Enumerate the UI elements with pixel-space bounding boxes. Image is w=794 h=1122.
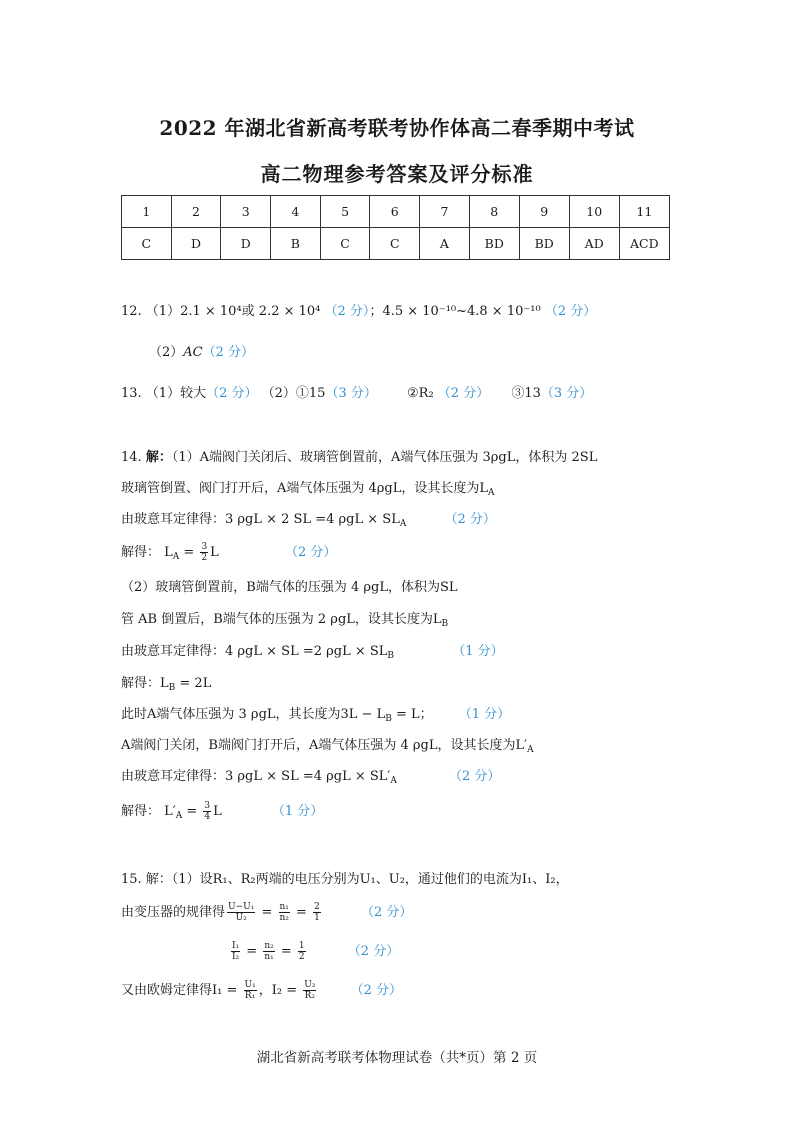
- q14-line-1: 14. 解：（1）A端阀门关闭后、玻璃管倒置前，A端气体压强为 3ρgL，体积为 2SL: [121, 450, 598, 465]
- question-number-cell: 1: [122, 196, 172, 228]
- answer-cell: D: [171, 228, 221, 260]
- q14-line-9: 此时A端气体压强为 3 ρgL，其长度为$3L - L_B = L$； （1 分）: [121, 707, 511, 724]
- score: （2 分）: [360, 905, 413, 920]
- score: （2 分）: [449, 769, 501, 784]
- document-title: 2022 年湖北省新高考联考协作体高二春季期中考试: [159, 116, 635, 140]
- score: （2 分）: [284, 545, 337, 560]
- q15-line-3: $\frac{\text{I₁}}{\text{I₂}}$ = $\frac{\text{n₂}}{\text{n₁}}$ = $\frac{1}{2}$ （2 分）: [232, 941, 400, 962]
- q14-line-6: 管 AB 倒置后，B端气体的压强为 2 ρgL，设其长度为$L_B$: [121, 612, 449, 629]
- score: （2 分）: [324, 304, 370, 319]
- score: （1 分）: [271, 804, 324, 819]
- answer-cell: BD: [469, 228, 519, 260]
- question-number-cell: 7: [420, 196, 470, 228]
- fraction: $\frac{\text{n₂}}{\text{n₁}}$: [264, 941, 274, 962]
- fraction: $\frac{\text{U−U₁}}{\text{U₂}}$: [228, 902, 255, 923]
- q14-line-10: A端阀门关闭，B端阀门打开后，A端气体压强为 4 ρgL，设其长度为$L'_A$: [121, 738, 534, 755]
- score: （1 分）: [452, 644, 504, 659]
- question-number-cell: 5: [320, 196, 370, 228]
- q14-line-11: 由玻意耳定律得：3 ρgL × SL =4 $\rho gL \times SL'_A$ （2 分）: [121, 769, 501, 786]
- answer-cell: ACD: [619, 228, 669, 260]
- q12-part1: 12. （1）2.1 × 10⁴或 2.2 × 10⁴ （2 分）；4.5 × 10⁻¹⁰~4.8 × 10⁻¹⁰ （2 分）: [121, 304, 597, 319]
- fraction: $\frac{\text{U₂}}{\text{R₂}}$: [304, 980, 316, 1001]
- answer-cell: B: [271, 228, 321, 260]
- score: （3 分）: [540, 386, 593, 401]
- answer-cell: C: [370, 228, 420, 260]
- answer-cell: BD: [519, 228, 569, 260]
- question-number-cell: 2: [171, 196, 221, 228]
- answer-table-number-row: [122, 196, 670, 228]
- q15-line-2: 由变压器的规律得 $\frac{\text{U−U₁}}{\text{U₂}}$ = $\frac{\text{n₁}}{\text{n₂}}$ = $\frac{2}{1}$ （2 分）: [121, 902, 413, 923]
- score: （1 分）: [458, 707, 511, 722]
- q14-line-2: 玻璃管倒置、阀门打开后，A端气体压强为 4ρgL，设其长度为$L_A$: [121, 481, 495, 498]
- fraction: $\frac{3}{4}$: [204, 801, 211, 822]
- fraction: $\frac{\text{n₁}}{\text{n₂}}$: [279, 902, 289, 923]
- question-number-cell: 6: [370, 196, 420, 228]
- question-number-cell: 11: [619, 196, 669, 228]
- fraction: $\frac{1}{2}$: [298, 941, 305, 962]
- question-number-cell: 3: [221, 196, 271, 228]
- answer-cell: C: [122, 228, 172, 260]
- q14-line-7: 由玻意耳定律得：4 ρgL × SL =2 $\rho gL \times SL_B$ （1 分）: [121, 644, 504, 661]
- fraction: $\frac{2}{1}$: [314, 902, 320, 923]
- question-number-cell: 4: [271, 196, 321, 228]
- q14-line-3: 由玻意耳定律得：3 ρgL × 2 SL =4 $\rho gL \times SL_A$ （2 分）: [121, 512, 496, 529]
- question-number-cell: 8: [469, 196, 519, 228]
- answer-cell: AD: [569, 228, 619, 260]
- score: （3 分）: [325, 386, 377, 401]
- fraction: $\frac{\text{U₁}}{\text{R₁}}$: [244, 980, 256, 1001]
- score: （2 分）: [350, 983, 402, 998]
- q14-line-4: 解得： $L_A$ = $\frac{3}{2}$ L （2 分）: [121, 542, 337, 563]
- score: （2 分）: [544, 304, 597, 319]
- answer-cell: C: [320, 228, 370, 260]
- q15-line-1: 15. 解：（1）设R₁、R₂两端的电压分别为U₁、U₂，通过他们的电流为I₁、I₂，: [121, 872, 569, 887]
- q14-line-5: （2）玻璃管倒置前，B端气体的压强为 4 ρgL，体积为SL: [121, 580, 458, 595]
- answer-cell: D: [221, 228, 271, 260]
- score: （2 分）: [206, 386, 258, 401]
- q14-line-12: 解得： $L'_A$ = $\frac{3}{4}$ L （1 分）: [121, 801, 324, 822]
- page-footer: 湖北省新高考联考体物理试卷（共*页）第 2 页: [256, 1050, 538, 1066]
- answer-cell: A: [420, 228, 470, 260]
- q12-part2: （2）AC（2 分）: [149, 345, 255, 360]
- question-number-cell: 10: [569, 196, 619, 228]
- fraction: $\frac{\text{I₁}}{\text{I₂}}$: [232, 941, 240, 962]
- answer-table-answer-row: [122, 228, 670, 260]
- q15-line-4: 又由欧姆定律得I₁ = $\frac{\text{U₁}}{\text{R₁}}$ ，I₂ = $\frac{\text{U₂}}{\text{R₂}}$ （2 分）: [121, 980, 402, 1001]
- score: （2 分）: [437, 386, 490, 401]
- score: （2 分）: [347, 944, 400, 959]
- question-number-cell: 9: [519, 196, 569, 228]
- score: （2 分）: [202, 345, 255, 360]
- document-subtitle: 高二物理参考答案及评分标准: [260, 162, 534, 186]
- answer-table: [121, 195, 670, 260]
- q14-line-8: 解得：$L_B = 2L$: [121, 676, 212, 693]
- score: （2 分）: [444, 512, 496, 527]
- q13-line: 13. （1）较大（2 分） （2）①15（3 分） ②R₂ （2 分） ③13（3 分）: [121, 386, 593, 401]
- fraction: $\frac{3}{2}$: [201, 542, 208, 563]
